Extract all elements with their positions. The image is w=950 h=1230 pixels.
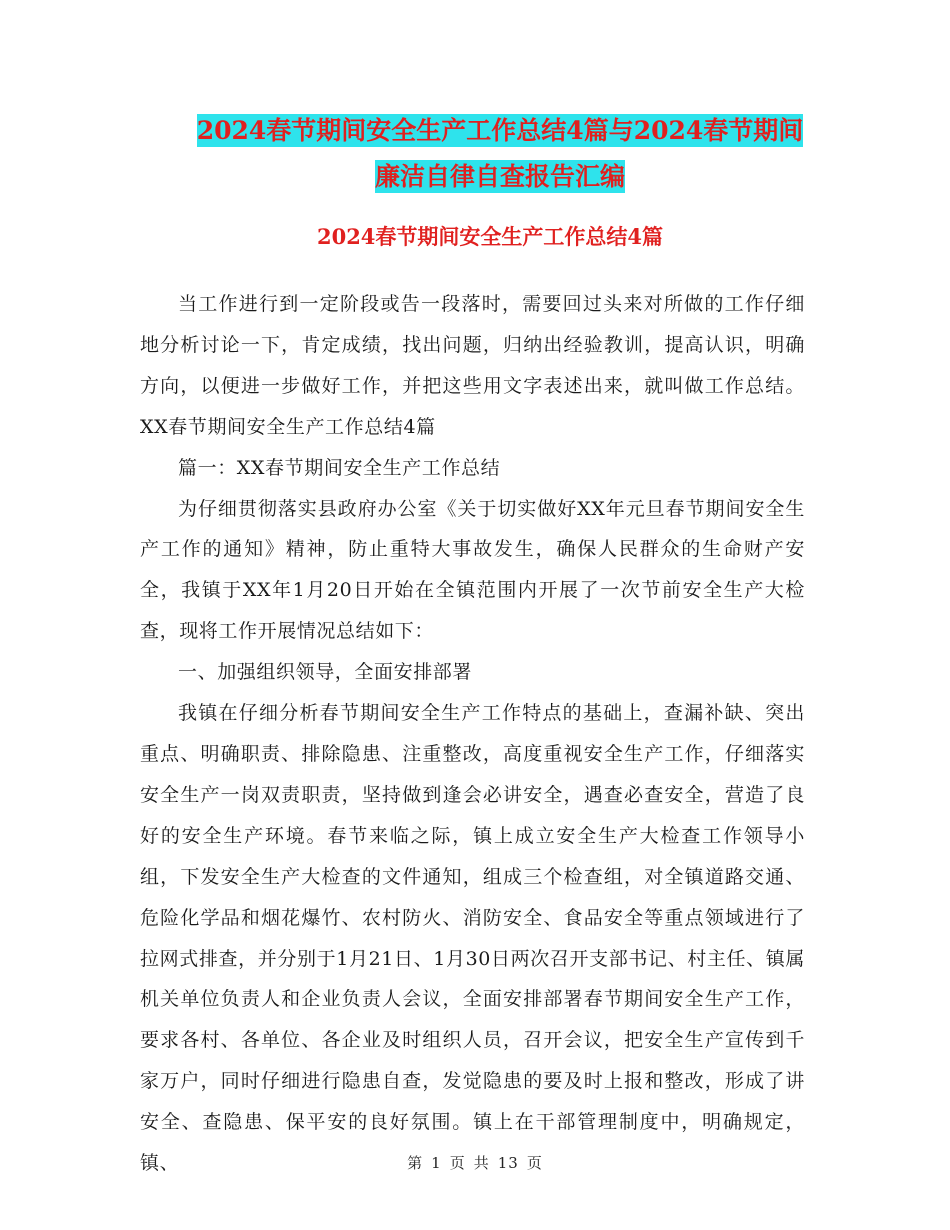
footer-total-pages: 13: [497, 1154, 519, 1172]
document-title-line-2: 廉洁自律自查报告汇编: [374, 162, 625, 191]
document-title-line-1: 2024春节期间安全生产工作总结4篇与2024春节期间: [196, 116, 804, 145]
footer-page-number: 1: [431, 1154, 442, 1172]
footer-total-prefix: 共: [473, 1154, 490, 1172]
footer-page-prefix: 第: [407, 1154, 424, 1172]
page-footer: [0, 1152, 950, 1173]
paragraph-details: 我镇在仔细分析春节期间安全生产工作特点的基础上，查漏补缺、突出重点、明确职责、排除隐患、注重整改，高度重视安全生产工作，仔细落实安全生产一岗双责职责，坚持做到逢会必讲安全，遇查必查安全，营造了良好的安全生产环境。春节来临之际，镇上成立安全生产大检查工作领导小组，下发安全生产大检查的文件通知，组成三个检查组，对全镇道路交通、危险化学品和烟花爆竹、农村防火、消防安全、食品安全等重点领域进行了拉网式排查，并分别于1月21日、1月30日两次召开支部书记、村主任、镇属机关单位负责人和企业负责人会议，全面安排部署春节期间安全生产工作，要求各村、各单位、各企业及时组织人员，召开会议，把安全生产宣传到千家万户，同时仔细进行隐患自查，发觉隐患的要及时上报和整改，形成了讲安全、查隐患、保平安的良好氛围。镇上在干部管理制度中，明确规定，镇、: [140, 702, 805, 1175]
section-title: 2024春节期间安全生产工作总结4篇: [316, 224, 664, 249]
paragraph-section-heading: 一、加强组织领导，全面安排部署: [178, 661, 473, 684]
footer-page-suffix: 页: [526, 1154, 543, 1172]
paragraph-intro: 当工作进行到一定阶段或告一段落时，需要回过头来对所做的工作仔细地分析讨论一下，肯定成绩，找出问题，归纳出经验教训，提高认识，明确方向，以便进一步做好工作，并把这些用文字表述出来，就叫做工作总结。XX春节期间安全生产工作总结4篇: [140, 293, 805, 438]
document-body: [140, 284, 805, 1184]
document-title: [140, 108, 860, 200]
paragraph-chapter-heading: 篇一：XX春节期间安全生产工作总结: [178, 456, 501, 479]
footer-page-mid: 页: [449, 1154, 466, 1172]
paragraph-purpose: 为仔细贯彻落实县政府办公室《关于切实做好XX年元旦春节期间安全生产工作的通知》精神，防止重特大事故发生，确保人民群众的生命财产安全，我镇于XX年1月20日开始在全镇范围内开展了一次节前安全生产大检查，现将工作开展情况总结如下：: [140, 497, 805, 643]
